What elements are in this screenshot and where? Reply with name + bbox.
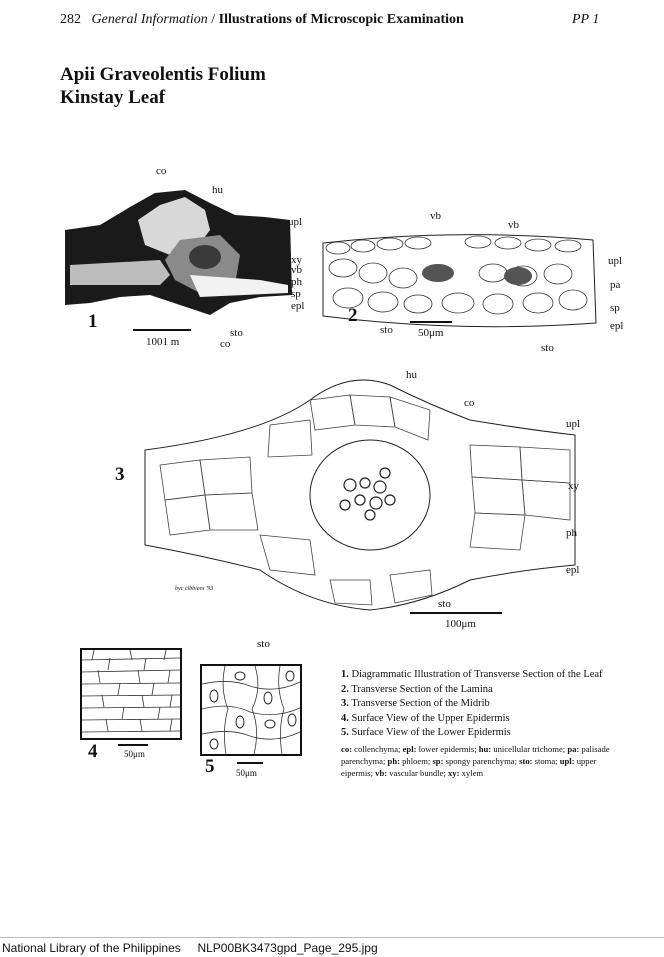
- figure-1-drawing: [60, 185, 303, 325]
- fig1-scale-bar: [133, 329, 191, 331]
- fig2-label-pa: pa: [610, 279, 621, 291]
- fig3-signature: byc cibbiees '93: [175, 586, 214, 592]
- fig1-label-sp: sp: [291, 288, 301, 300]
- fig3-label-ph: ph: [566, 527, 577, 539]
- fig1-label-upl: upl: [288, 216, 303, 228]
- figure-legend: [341, 668, 603, 741]
- fig3-label-sto: sto: [438, 598, 451, 610]
- fig5-label-sto: sto: [257, 638, 270, 650]
- fig1-label-co-lower: co: [220, 338, 231, 350]
- fig2-label-sp: sp: [610, 302, 620, 314]
- fig1-label-hu: hu: [212, 184, 223, 196]
- legend-item: 5. Surface View of the Lower Epidermis: [341, 727, 511, 738]
- footer-file: NLP00BK3473gpd_Page_295.jpg: [197, 941, 378, 955]
- footer: [2, 941, 378, 955]
- legend-item: 1. Diagrammatic Illustration of Transverse Section of the Leaf: [341, 669, 603, 680]
- fig1-label-sto: sto: [230, 327, 243, 339]
- fig2-number: 2: [348, 305, 358, 326]
- legend-item: 4. Surface View of the Upper Epidermis: [341, 712, 510, 724]
- fig3-label-epl: epl: [566, 564, 580, 576]
- fig2-label-sto-left: sto: [380, 324, 393, 336]
- title-latin: Apii Graveolentis Folium: [60, 64, 266, 85]
- fig3-label-hu: hu: [406, 369, 417, 381]
- fig1-label-co: co: [156, 165, 167, 177]
- fig3-scale: 100μm: [445, 618, 476, 630]
- fig3-number: 3: [115, 464, 125, 485]
- fig5-scale: 50μm: [236, 768, 257, 778]
- fig3-label-xy: xy: [568, 480, 579, 492]
- fig2-label-sto-right: sto: [541, 342, 554, 354]
- fig1-label-vb: vb: [291, 264, 302, 276]
- footer-library: National Library of the Philippines: [2, 941, 181, 955]
- fig2-scale-bar: [410, 321, 452, 323]
- legend-item: 2. Transverse Section of the Lamina: [341, 683, 493, 695]
- title-common: Kinstay Leaf: [60, 87, 166, 108]
- page-header: [60, 12, 464, 28]
- fig1-label-ph: ph: [291, 276, 302, 288]
- fig1-label-epl: epl: [291, 300, 305, 312]
- fig1-number: 1: [88, 311, 98, 332]
- figure-4-drawing: [80, 648, 182, 740]
- fig5-scale-bar: [237, 762, 263, 764]
- fig3-label-co: co: [464, 397, 475, 409]
- plate-id: PP 1: [572, 12, 600, 27]
- fig1-scale: 1001 m: [146, 336, 180, 348]
- chapter-name: Illustrations of Microscopic Examination: [218, 12, 464, 27]
- fig2-label-epl: epl: [610, 320, 624, 332]
- fig2-label-upl: upl: [608, 255, 623, 267]
- page-number: 282: [60, 12, 81, 27]
- header-separator: /: [211, 12, 216, 27]
- fig3-scale-bar: [410, 612, 502, 614]
- fig4-scale: 50μm: [124, 749, 145, 759]
- fig2-label-vb-left: vb: [430, 210, 441, 222]
- abbreviation-list: co: collenchyma; epl: lower epidermis; hu: unicellular trichome; pa: palisade parenchyma; ph: phloem; sp: spongy parenchyma; sto: stoma; upl: upper eipermis; vb: vascular bundle; xy: xylem: [341, 744, 610, 778]
- footer-divider: [0, 937, 664, 938]
- fig4-number: 4: [88, 741, 98, 762]
- figure-5-drawing: [200, 664, 302, 756]
- legend-item: 3. Transverse Section of the Midrib: [341, 698, 490, 709]
- figure-3-drawing: [140, 365, 580, 615]
- fig2-scale: 50μm: [418, 327, 444, 339]
- fig3-label-upl: upl: [566, 418, 581, 430]
- fig2-label-vb-right: vb: [508, 219, 519, 231]
- figure-2-drawing: [318, 228, 600, 338]
- fig1-label-xy: xy: [291, 254, 302, 266]
- fig4-scale-bar: [118, 744, 148, 746]
- section-name: General Information: [91, 12, 208, 27]
- fig5-number: 5: [205, 756, 215, 777]
